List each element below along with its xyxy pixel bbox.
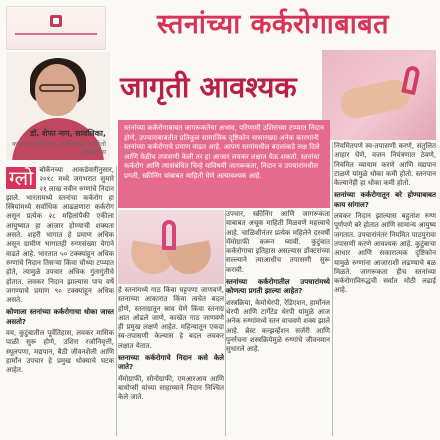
hero-arm	[338, 77, 413, 121]
column-divider	[225, 210, 226, 436]
column-4-body-2: लवकर निदान झाल्यास बहुतांश रुग्ण पूर्णपणे बरे होतात आणि सामान्य आयुष्य जगतात. उपचारांनंतर नियमित पाठपुरावा तपासणी करणे आवश्यक आहे. कुटुंबाचा आधार आणि सकारात्मक दृष्टिकोन यामुळे रुग्णांना आजाराशी लढण्याचे बळ मिळते. जागरूकता हीच स्तनांच्या कर्करोगाविरुद्धची सर्वात मोठी लढाई आहे.	[334, 212, 436, 295]
hero-photo	[322, 50, 436, 140]
pink-ribbon-icon	[401, 65, 421, 95]
ribbon-icon	[162, 220, 176, 250]
column-3	[226, 210, 330, 436]
column-2-body: हे स्तनांमध्ये गाठ किंवा घट्टपणा जाणवणे, स्तनाच्या आकारात किंवा त्वचेत बदल होणे, स्तनाग्रातून स्राव येणे किंवा स्तनाग्र आत ओढले जाणे, काखेत गाठ जाणवणे ही प्रमुख लक्षणे आहेत. महिन्यातून एकदा स्व-तपासणी केल्यास हे बदल लवकर लक्षात येतात.	[118, 286, 224, 350]
masthead-logo	[6, 6, 106, 50]
logo-rule	[15, 33, 97, 35]
headline-line-1: स्तनांच्या कर्करोगाबाबत	[156, 9, 390, 40]
column-2-subhead: स्तनाच्या कर्करोगाचे निदान कसे केले जाते?	[118, 354, 224, 372]
hands-ribbon-photo	[118, 210, 224, 284]
column-3-subhead: स्तनांच्या कर्करोगातील उपचारांमध्ये कोणत्या प्रगती झाल्या आहेत?	[226, 278, 330, 296]
lead-box	[118, 120, 330, 208]
column-4-body: नियमितपणे स्व-तपासणी करणे, संतुलित आहार घेणे, वजन नियंत्रणात ठेवणे, नियमित व्यायाम करणे आणि मद्यपान टाळणे यांमुळे धोका कमी होतो. स्तनपान केल्यानेही हा धोका कमी होतो.	[334, 142, 436, 188]
column-2	[118, 286, 224, 436]
column-4	[334, 142, 436, 436]
logo-icon	[50, 15, 62, 27]
column-1-subhead: कोणाला स्तनांच्या कर्करोगाचा धोका जास्त असतो?	[6, 308, 114, 326]
column-3-body-2: शस्त्रक्रिया, केमोथेरपी, रेडिएशन, हार्मोनल थेरपी आणि टार्गेटेड थेरपी यांमुळे आज अनेक रुग्णांमध्ये स्तन वाचवणे शक्य झाले आहे. ब्रेस्ट कन्झर्व्हेशन सर्जरी आणि पुनर्रचना शस्त्रक्रियेमुळे रुग्णांचे जीवनमान सुधारले आहे.	[226, 298, 330, 354]
column-1-body-2: वय, कुटुंबातील पूर्वेतिहास, लवकर मासिक पाळी सुरू होणे, उशिरा रजोनिवृत्ती, स्थूलपणा, मद्यपान, बैठी जीवनशैली आणि हार्मोन उपचार हे प्रमुख धोक्याचे घटक आहेत.	[6, 329, 114, 375]
author-title: कन्सल्टंट सर्जिकल, ऑकालॉजी, अपोलो हॉस्पिटल्स	[12, 140, 106, 156]
column-2-body-2: मॅमोग्राफी, सोनोग्राफी, एमआरआय आणि बायोप्सी यांच्या साहाय्याने निदान निश्चित केले जाते.	[118, 374, 224, 402]
column-4-subhead: स्तनांच्या कर्करोगातून बरे होण्याबाबत काय सांगाल?	[334, 191, 436, 209]
author-glasses-icon	[39, 84, 75, 92]
column-divider	[332, 142, 333, 436]
headline-line-2: जागृती आवश्यक	[120, 70, 297, 104]
column-1	[6, 166, 114, 436]
dropcap: ग्लो	[6, 167, 36, 189]
author-name: डॉ. शेफा नाग, सावलिका,	[29, 129, 106, 138]
column-divider	[116, 166, 117, 436]
column-1-body: बोकॅनच्या आकडेवारीनुसार, २०१८ मध्ये जगभरात सुमारे २१ लाख नवीन रुग्णांचे निदान झाले. भारतामध्ये स्तनांचा कर्करोग हा स्त्रियांमध्ये सर्वाधिक आढळणारा कर्करोग असून प्रत्येक २८ महिलांपैकी एकीला आयुष्यात हा आजार होण्याची शक्यता असते. शहरी भागात हे प्रमाण अधिक असून ग्रामीण भागातही रुग्णसंख्या वेगाने वाढते आहे. भारतात ५० टक्क्यांहून अधिक रुग्णांचे निदान तिसऱ्या किंवा चौथ्या टप्प्यात होते, त्यामुळे उपचार अधिक गुंतागुंतीचे होतात. लवकर निदान झाल्यास पाच वर्षे जगण्याचे प्रमाण ९० टक्क्यांहून अधिक असते.	[6, 166, 114, 305]
column-3-body: उपचार, स्क्रीनिंग आणि जागरूकता याबाबत अचूक माहिती मिळवणे महत्त्वाचे आहे. चाळिशीनंतर प्रत्येक महिलेने दरवर्षी मॅमोग्राफी करून घ्यावी. कुटुंबात कर्करोगाचा इतिहास असल्यास डॉक्टरांच्या सल्ल्याने त्याआधीच तपासणी सुरू करावी.	[226, 210, 330, 274]
lead-text: स्तनांच्या कर्करोगाबाबत जागरूकतेचा अभाव, परिणामी उशिराच्या टप्प्यात निदान होणे, उपचाराबाबतीत प्रतिकूल सामाजिक दृष्टिकोन यासारख्या अनेक कारणांनी स्तनांच्या कर्करोगाचे प्रमाण वाढत आहे. आपण स्तनांमधील बदलांकडे लक्ष दिले आणि वेळीच तपासणी केली तर हा आजार लवकर लक्षात येऊ शकतो. स्तनांचा कर्करोग आणि त्यासंबंधित चिन्हे यांविषयी जागरूकता, निदान व उपचारांमधील प्रगती, स्क्रीनिंग यांबाबत माहिती घेणे अत्यावश्यक आहे.	[124, 124, 324, 180]
